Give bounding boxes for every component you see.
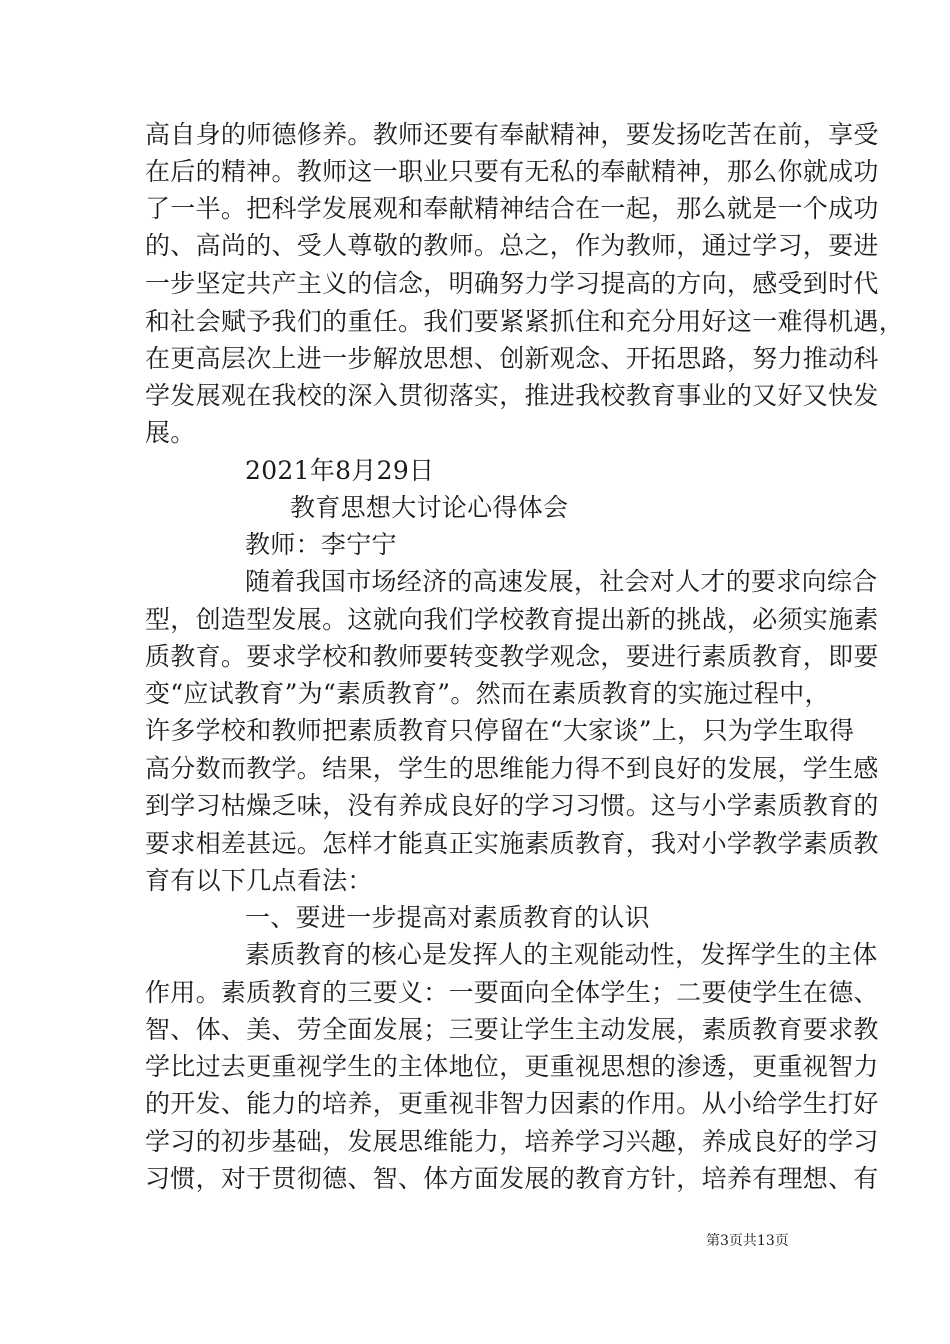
paragraph-line: 和社会赋予我们的重任。我们要紧紧抓住和充分用好这一难得机遇， xyxy=(145,307,905,336)
paragraph-line: 习惯，对于贯彻德、智、体方面发展的教育方针，培养有理想、有 xyxy=(145,1164,879,1193)
paragraph-line: 变“应试教育”为“素质教育”。然而在素质教育的实施过程中， xyxy=(145,679,830,708)
date-line: 2021年8月29日 xyxy=(245,456,435,485)
paragraph-line: 一步坚定共产主义的信念，明确努力学习提高的方向，感受到时代 xyxy=(145,269,879,298)
paragraph-line: 型，创造型发展。这就向我们学校教育提出新的挑战，必须实施素 xyxy=(145,605,879,634)
paragraph-line: 的开发、能力的培养，更重视非智力因素的作用。从小给学生打好 xyxy=(145,1089,879,1118)
paragraph-line: 展。 xyxy=(145,418,196,447)
paragraph-line: 在后的精神。教师这一职业只要有无私的奉献精神，那么你就成功 xyxy=(145,157,879,186)
paragraph-line: 学习的初步基础，发展思维能力，培养学习兴趣，养成良好的学习 xyxy=(145,1127,879,1156)
paragraph-line: 高分数而教学。结果，学生的思维能力得不到良好的发展，学生感 xyxy=(145,754,879,783)
paragraph-line: 学发展观在我校的深入贯彻落实，推进我校教育事业的又好又快发 xyxy=(145,381,879,410)
paragraph-line: 素质教育的核心是发挥人的主观能动性，发挥学生的主体 xyxy=(245,940,878,969)
paragraph-line: 许多学校和教师把素质教育只停留在“大家谈”上，只为学生取得 xyxy=(145,716,855,745)
paragraph-line: 到学习枯燥乏味，没有养成良好的学习习惯。这与小学素质教育的 xyxy=(145,791,879,820)
paragraph-line: 学比过去更重视学生的主体地位，更重视思想的渗透，更重视智力 xyxy=(145,1052,879,1081)
paragraph-line: 随着我国市场经济的高速发展，社会对人才的要求向综合 xyxy=(245,567,878,596)
paragraph-line: 智、体、美、劳全面发展；三要让学生主动发展，素质教育要求教 xyxy=(145,1015,879,1044)
paragraph-line: 了一半。把科学发展观和奉献精神结合在一起，那么就是一个成功 xyxy=(145,194,879,223)
author-line: 教师：李宁宁 xyxy=(245,530,397,559)
paragraph-line: 作用。素质教育的三要义：一要面向全体学生；二要使学生在德、 xyxy=(145,978,879,1007)
section-heading: 一、要进一步提高对素质教育的认识 xyxy=(245,903,650,932)
paragraph-line: 在更高层次上进一步解放思想、创新观念、开拓思路，努力推动科 xyxy=(145,344,879,373)
paragraph-line: 育有以下几点看法： xyxy=(145,866,373,895)
paragraph-line: 高自身的师德修养。教师还要有奉献精神，要发扬吃苦在前，享受 xyxy=(145,120,879,149)
paragraph-line: 的、高尚的、受人尊敬的教师。总之，作为教师，通过学习，要进 xyxy=(145,231,879,260)
paragraph-line: 要求相差甚远。怎样才能真正实施素质教育，我对小学教学素质教 xyxy=(145,829,879,858)
paragraph-line: 质教育。要求学校和教师要转变教学观念，要进行素质教育，即要 xyxy=(145,642,879,671)
page-number-footer: 第3页共13页 xyxy=(706,1233,789,1249)
document-title: 教育思想大讨论心得体会 xyxy=(290,493,569,522)
